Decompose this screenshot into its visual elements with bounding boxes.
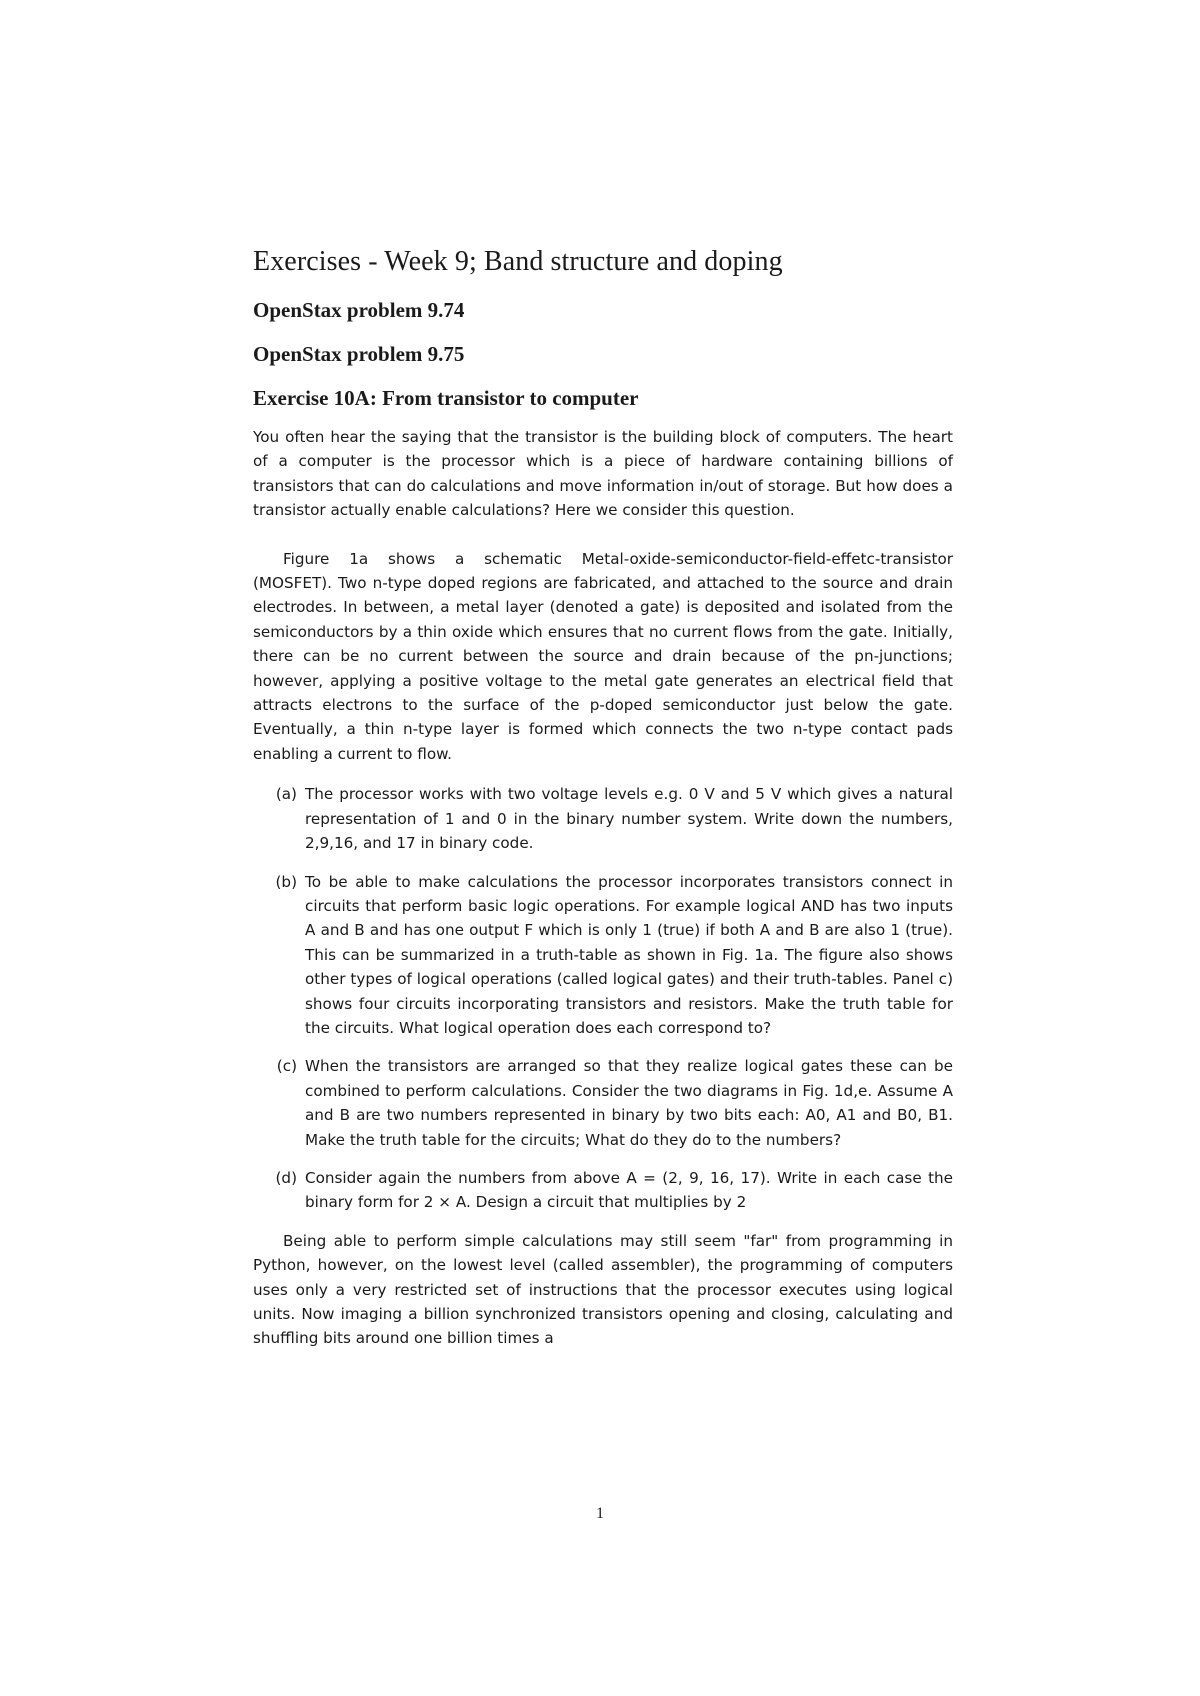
page-number: 1 xyxy=(596,1505,604,1522)
list-item xyxy=(253,1166,953,1215)
mosfet-paragraph: Figure 1a shows a schematic Metal-oxide-semiconductor-field-effetc-transistor (MOSFET). Two n-type doped regions are fabricated, and attached to the source and drain electrodes. In between, a metal layer (denoted a gate) is deposited and isolated from the semiconductors by a thin oxide which ensures that no current flows from the gate. Initially, there can be no current between the source and drain because of the pn-junctions; however, applying a positive voltage to the metal gate generates an electrical field that attracts electrons to the surface of the p-doped semiconductor just below the gate. Eventually, a thin n-type layer is formed which connects the two n-type contact pads enabling a current to flow. xyxy=(253,549,953,763)
list-item xyxy=(253,1054,953,1152)
heading-openstax-9-75: OpenStax problem 9.75 xyxy=(253,342,465,366)
heading-exercise-10a: Exercise 10A: From transistor to computer xyxy=(253,386,639,410)
item-label: (a) xyxy=(275,785,297,804)
item-text: The processor works with two voltage levels e.g. 0 V and 5 V which gives a natural representation of 1 and 0 in the binary number system. Write down the numbers, 2,9,16, and 17 in binary code. xyxy=(305,785,953,853)
heading-openstax-9-74: OpenStax problem 9.74 xyxy=(253,298,465,322)
list-item xyxy=(253,782,953,855)
item-text: Consider again the numbers from above A = (2, 9, 16, 17). Write in each case the binary form for 2 × A. Design a circuit that multiplies by 2 xyxy=(305,1168,953,1212)
item-label: (d) xyxy=(275,1168,297,1187)
item-text: To be able to make calculations the processor incorporates transistors connect in circuits that perform basic logic operations. For example logical AND has two inputs A and B and has one output F which is only 1 (true) if both A and B are also 1 (true). This can be summarized in a truth-table as shown in Fig. 1a. The figure also shows other types of logical operations (called logical gates) and their truth-tables. Panel c) shows four circuits incorporating transistors and resistors. Make the truth table for the circuits. What logical operation does each correspond to? xyxy=(305,872,953,1037)
item-text: When the transistors are arranged so that they realize logical gates these can be combined to perform calculations. Consider the two diagrams in Fig. 1d,e. Assume A and B are two numbers represented in binary by two bits each: A0, A1 and B0, B1. Make the truth table for the circuits; What do they do to the numbers? xyxy=(305,1057,953,1149)
item-label: (b) xyxy=(275,872,297,891)
page-content xyxy=(253,246,953,1351)
document-title: Exercises - Week 9; Band structure and doping xyxy=(253,246,783,277)
intro-paragraph: You often hear the saying that the transistor is the building block of computers. The heart of a computer is the processor which is a piece of hardware containing billions of transistors that can do calculations and move information in/out of storage. But how does a transistor actually enable calculations? Here we consider this question. xyxy=(253,428,953,520)
list-item xyxy=(253,870,953,1041)
closing-paragraph: Being able to perform simple calculations may still seem "far" from programming in Python, however, on the lowest level (called assembler), the programming of computers uses only a very restricted set of instructions that the processor executes using logical units. Now imaging a billion synchronized transistors opening and closing, calculating and shuffling bits around one billion times a xyxy=(253,1231,953,1348)
exercise-items-list xyxy=(253,782,953,1215)
item-label: (c) xyxy=(276,1057,297,1076)
